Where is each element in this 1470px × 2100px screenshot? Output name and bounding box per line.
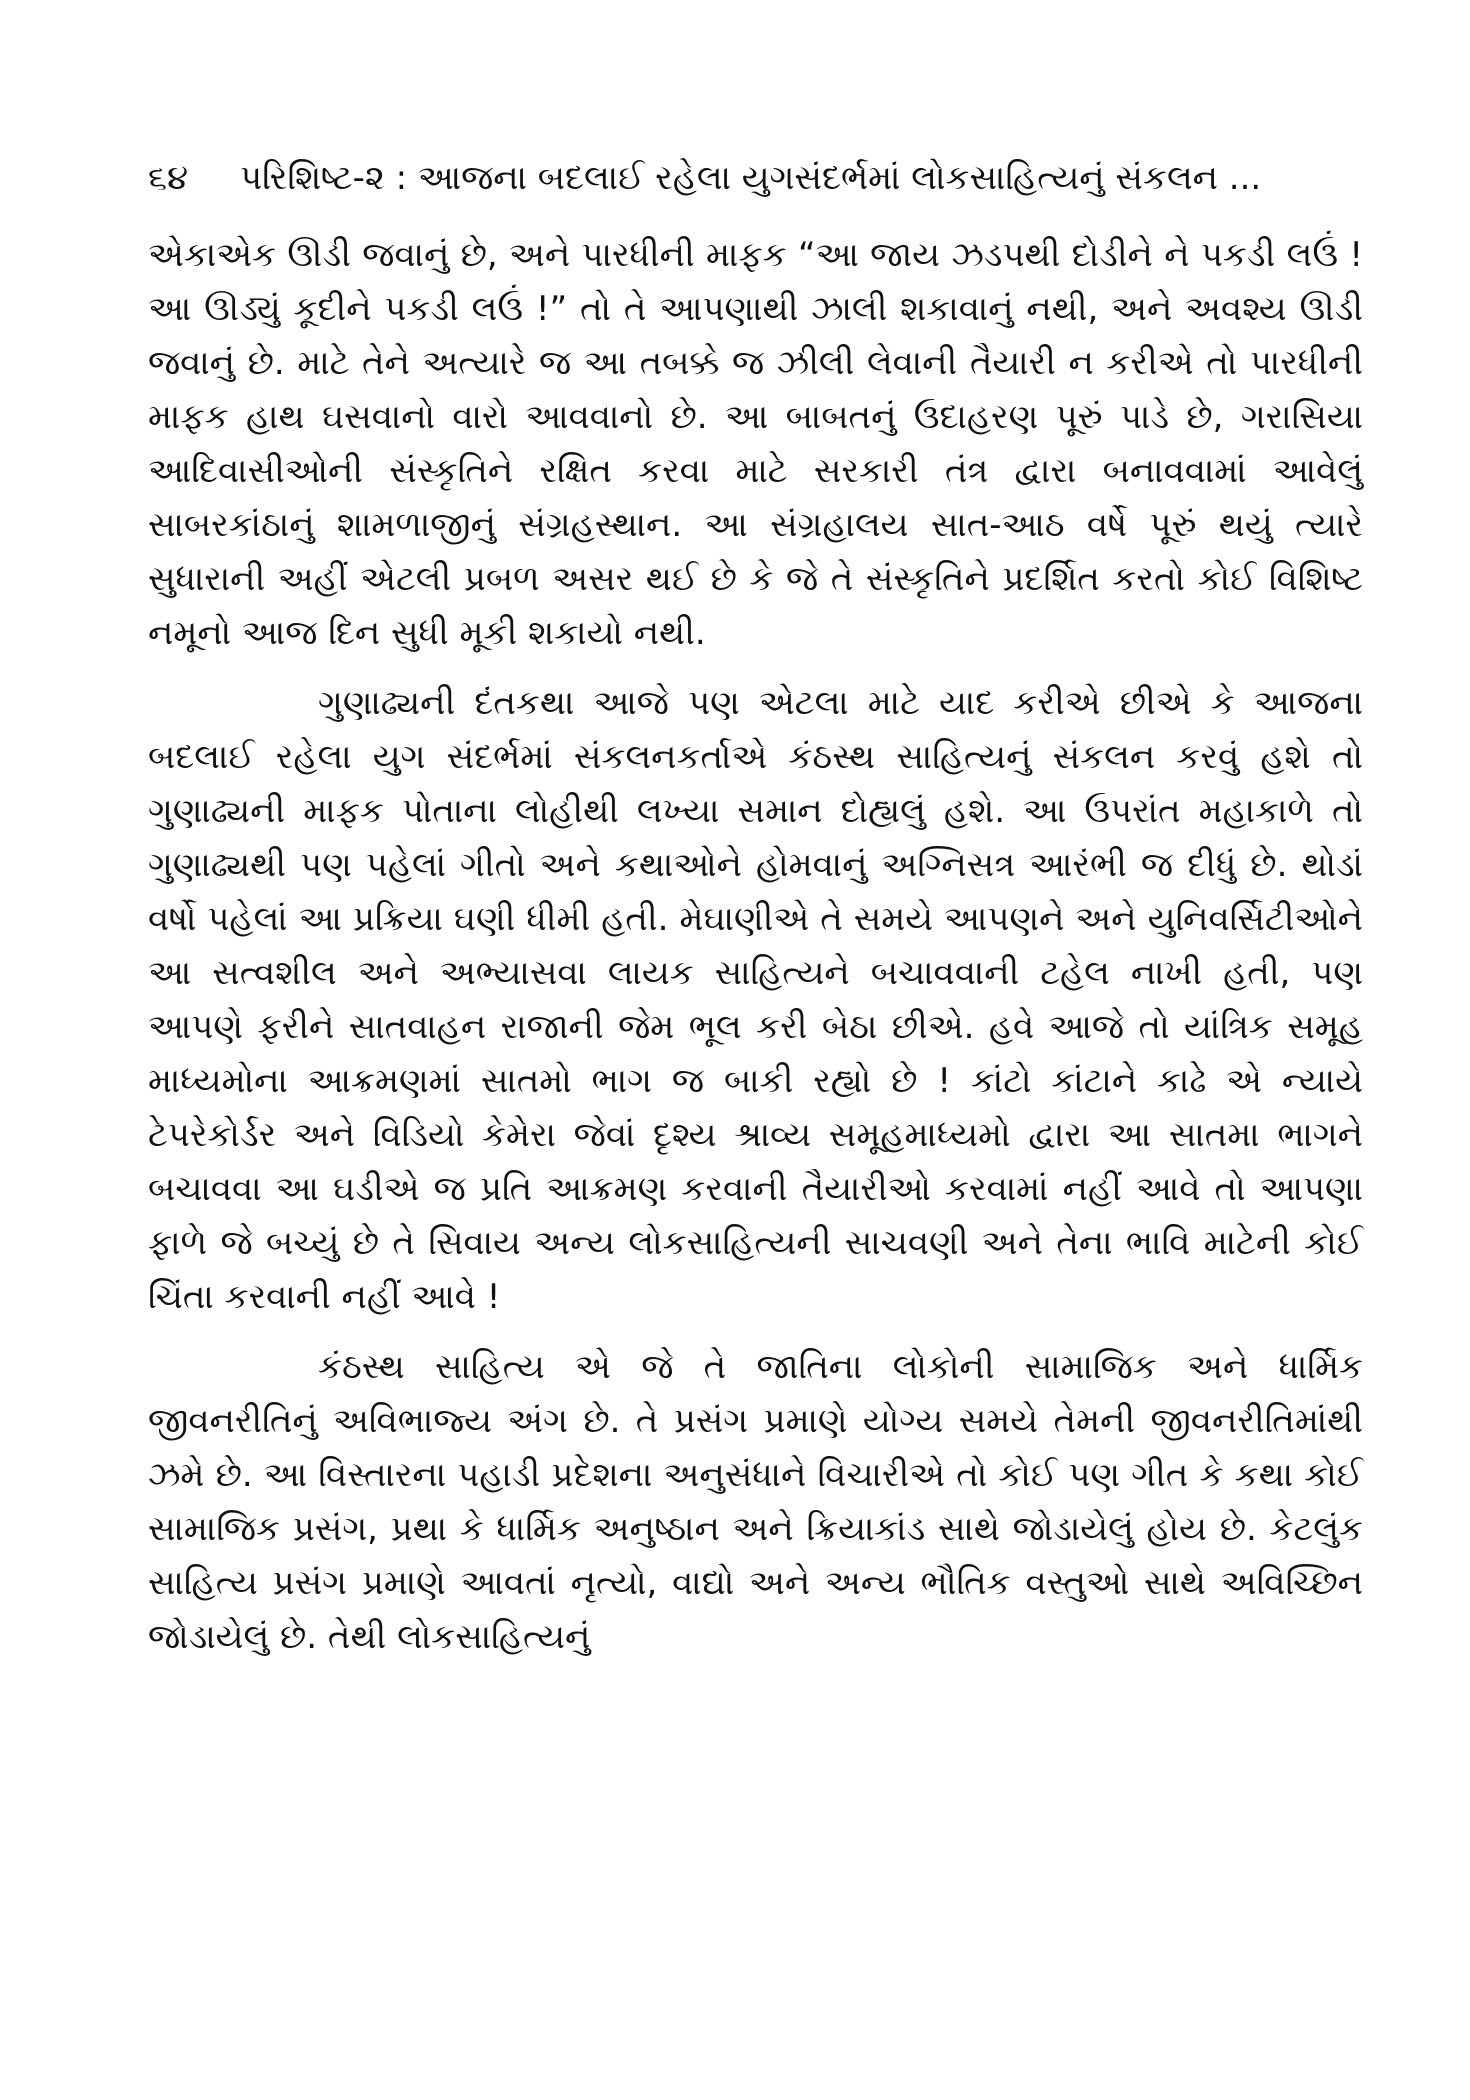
paragraph-gunadhya-legend: ગુણાઢ્યની દંતકથા આજે પણ એટલા માટે યાદ કરીએ છીએ કે આજના બદલાઈ રહેલા યુગ સંદર્ભમાં સંકલનકર્તાએ કંઠસ્થ સાહિત્યનું સંકલન કરવું હશે તો ગુણાઢ્યની માફક પોતાના લોહીથી લખ્યા સમાન દોહ્યલું હશે. આ ઉપરાંત મહાકાળે તો ગુણાઢ્યથી પણ પહેલાં ગીતો અને કથાઓને હોમવાનું અગ્નિસત્ર આરંભી જ દીધું છે. થોડાં વર્ષો પહેલાં આ પ્રક્રિયા ઘણી ધીમી હતી. મેઘાણીએ તે સમયે આપણને અને યુનિવર્સિટીઓને આ સત્વશીલ અને અભ્યાસવા લાયક સાહિત્યને બચાવવાની ટહેલ નાખી હતી, પણ આપણે ફરીને સાતવાહન રાજાની જેમ ભૂલ કરી બેઠા છીએ. હવે આજે તો યાંત્રિક સમૂહ માધ્યમોના આક્રમણમાં સાતમો ભાગ જ બાકી રહ્યો છે ! કાંટો કાંટાને કાઢે એ ન્યાયે ટેપરેકોર્ડર અને વિડિયો કેમેરા જેવાં દૃશ્ય શ્રાવ્ય સમૂહમાધ્યમો દ્વારા આ સાતમા ભાગને બચાવવા આ ઘડીએ જ પ્રતિ આક્રમણ કરવાની તૈયારીઓ કરવામાં નહીં આવે તો આપણા ફાળે જે બચ્યું છે તે સિવાય અન્ય લોકસાહિત્યની સાચવણી અને તેના ભાવિ માટેની કોઈ ચિંતા કરવાની નહીં આવે ! — [148, 683, 1363, 1317]
paragraph-oral-literature: કંઠસ્થ સાહિત્ય એ જે તે જાતિના લોકોની સામાજિક અને ધાર્મિક જીવનરીતિનું અવિભાજ્ય અંગ છે. તે પ્રસંગ પ્રમાણે યોગ્ય સમયે તેમની જીવનરીતિમાંથી ઝમે છે. આ વિસ્તારના પહાડી પ્રદેશના અનુસંધાને વિચારીએ તો કોઈ પણ ગીત કે કથા કોઈ સામાજિક પ્રસંગ, પ્રથા કે ધાર્મિક અનુષ્ઠાન અને ક્રિયાકાંડ સાથે જોડાયેલું હોય છે. કેટલુંક સાહિત્ય પ્રસંગ પ્રમાણે આવતાં નૃત્યો, વાદ્યો અને અન્ય ભૌતિક વસ્તુઓ સાથે અવિચ્છિન જોડાયેલું છે. તેથી લોકસાહિત્યનું — [148, 1347, 1363, 1657]
running-title: પરિશિષ્ટ-૨ : આજના બદલાઈ રહેલા યુગસંદર્ભમાં લોકસાહિત્યનું સંકલન ... — [240, 158, 1262, 198]
paragraph-continued: એકાએક ઊડી જવાનું છે, અને પારધીની માફક “આ જાય ઝડપથી દોડીને ને પકડી લઉં ! આ ઊડ્યું કૂદીને પકડી લઉં !” તો તે આપણાથી ઝાલી શકાવાનું નથી, અને અવશ્ય ઊડી જવાનું છે. માટે તેને અત્યારે જ આ તબક્કે જ ઝીલી લેવાની તૈયારી ન કરીએ તો પારધીની માફક હાથ ઘસવાનો વારો આવવાનો છે. આ બાબતનું ઉદાહરણ પૂરું પાડે છે, ગરાસિયા આદિવાસીઓની સંસ્કૃતિને રક્ષિત કરવા માટે સરકારી તંત્ર દ્વારા બનાવવામાં આવેલું સાબરકાંઠાનું શામળાજીનું સંગ્રહસ્થાન. આ સંગ્રહાલય સાત-આઠ વર્ષે પૂરું થયું ત્યારે સુધારાની અહીં એટલી પ્રબળ અસર થઈ છે કે જે તે સંસ્કૃતિને પ્રદર્શિત કરતો કોઈ વિશિષ્ટ નમૂનો આજ દિન સુધી મૂકી શકાયો નથી. — [148, 235, 1363, 653]
running-header — [148, 148, 1358, 208]
body-text — [148, 228, 1363, 1664]
page-number: ૬૪ — [148, 158, 189, 198]
